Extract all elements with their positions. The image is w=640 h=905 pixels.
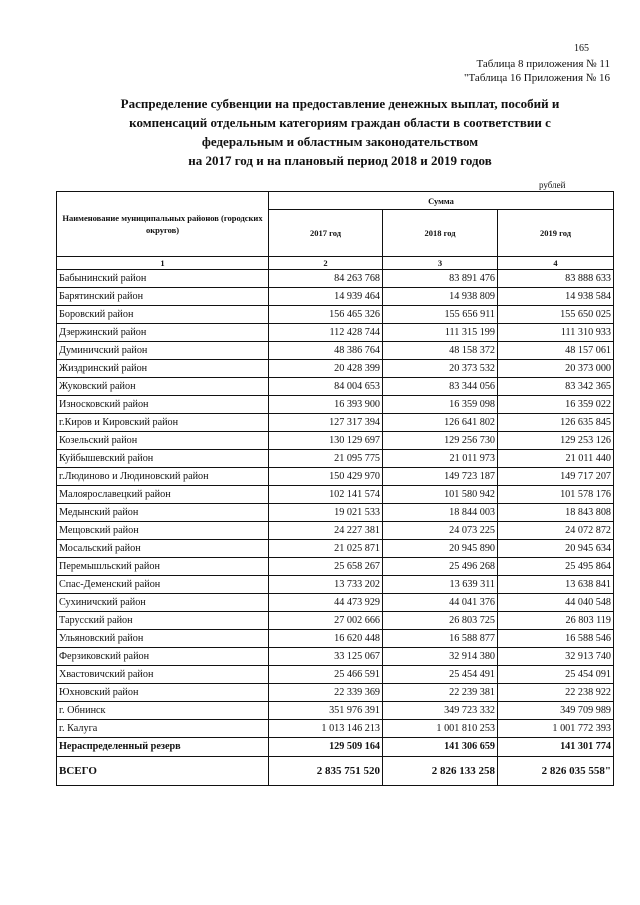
value-2019: 129 253 126 [498, 432, 614, 450]
table-row [57, 630, 614, 648]
value-2017: 19 021 533 [269, 504, 383, 522]
value-2017: 22 339 369 [269, 684, 383, 702]
value-2019: 1 001 772 393 [498, 720, 614, 738]
value-2018: 349 723 332 [383, 702, 498, 720]
column-number: 3 [383, 257, 498, 270]
row-name: Барятинский район [57, 288, 269, 306]
table-row [57, 594, 614, 612]
value-2019: 24 072 872 [498, 522, 614, 540]
value-2018: 18 844 003 [383, 504, 498, 522]
value-2017: 1 013 146 213 [269, 720, 383, 738]
subvention-table [56, 191, 614, 786]
table-row [57, 576, 614, 594]
value-2017: 129 509 164 [269, 738, 383, 757]
value-2019: 25 454 091 [498, 666, 614, 684]
row-name: ВСЕГО [57, 757, 269, 786]
value-2019: 25 495 864 [498, 558, 614, 576]
value-2018: 141 306 659 [383, 738, 498, 757]
row-name: Ульяновский район [57, 630, 269, 648]
header-sum: Сумма [269, 192, 614, 210]
value-2018: 20 373 532 [383, 360, 498, 378]
row-name: Хвастовичский район [57, 666, 269, 684]
title-line: компенсаций отдельным категориям граждан области в соответствии с [129, 115, 551, 130]
value-2018: 25 496 268 [383, 558, 498, 576]
value-2017: 20 428 399 [269, 360, 383, 378]
value-2019: 149 717 207 [498, 468, 614, 486]
value-2019: 16 359 022 [498, 396, 614, 414]
value-2019: 349 709 989 [498, 702, 614, 720]
value-2019: 48 157 061 [498, 342, 614, 360]
value-2017: 112 428 744 [269, 324, 383, 342]
table-row [57, 396, 614, 414]
table-row [57, 720, 614, 738]
table-row [57, 432, 614, 450]
value-2019: 14 938 584 [498, 288, 614, 306]
row-name: Ферзиковский район [57, 648, 269, 666]
table-body [57, 270, 614, 738]
title-line: федеральным и областным законодательством [201, 134, 479, 149]
value-2018: 21 011 973 [383, 450, 498, 468]
row-name: Сухиничский район [57, 594, 269, 612]
table-row [57, 648, 614, 666]
table-row [57, 450, 614, 468]
value-2018: 13 639 311 [383, 576, 498, 594]
document-title [60, 94, 620, 170]
value-2017: 16 620 448 [269, 630, 383, 648]
value-2018: 25 454 491 [383, 666, 498, 684]
table-row [57, 522, 614, 540]
row-name: Козельский район [57, 432, 269, 450]
value-2019: 83 342 365 [498, 378, 614, 396]
value-2017: 13 733 202 [269, 576, 383, 594]
value-2019: 32 913 740 [498, 648, 614, 666]
table-row [57, 702, 614, 720]
value-2018: 155 656 911 [383, 306, 498, 324]
value-2017: 21 095 775 [269, 450, 383, 468]
value-2017: 24 227 381 [269, 522, 383, 540]
page-number: 165 [574, 43, 589, 54]
header-year-2019: 2019 год [498, 210, 614, 257]
row-name: Нераспределенный резерв [57, 738, 269, 757]
value-2017: 48 386 764 [269, 342, 383, 360]
row-name: Куйбышевский район [57, 450, 269, 468]
value-2017: 44 473 929 [269, 594, 383, 612]
table-row [57, 414, 614, 432]
row-name: г. Обнинск [57, 702, 269, 720]
value-2019: 26 803 119 [498, 612, 614, 630]
value-2019: 13 638 841 [498, 576, 614, 594]
reserve-row [57, 738, 614, 757]
value-2019: 111 310 933 [498, 324, 614, 342]
row-name: Мещовский район [57, 522, 269, 540]
value-2017: 102 141 574 [269, 486, 383, 504]
row-name: Малоярославецкий район [57, 486, 269, 504]
row-name: Боровский район [57, 306, 269, 324]
value-2017: 27 002 666 [269, 612, 383, 630]
table-row [57, 558, 614, 576]
unit-label: рублей [539, 180, 566, 190]
value-2019: 83 888 633 [498, 270, 614, 288]
value-2019: 22 238 922 [498, 684, 614, 702]
column-number: 2 [269, 257, 383, 270]
table-row [57, 612, 614, 630]
table-row [57, 270, 614, 288]
row-name: г.Людиново и Людиновский район [57, 468, 269, 486]
row-name: Мосальский район [57, 540, 269, 558]
row-name: Тарусский район [57, 612, 269, 630]
table-row [57, 486, 614, 504]
value-2019: 18 843 808 [498, 504, 614, 522]
value-2018: 14 938 809 [383, 288, 498, 306]
value-2019: 141 301 774 [498, 738, 614, 757]
value-2018: 44 041 376 [383, 594, 498, 612]
row-name: Износковский район [57, 396, 269, 414]
row-name: Жиздринский район [57, 360, 269, 378]
table-row [57, 684, 614, 702]
value-2017: 156 465 326 [269, 306, 383, 324]
value-2018: 83 344 056 [383, 378, 498, 396]
row-name: Думиничский район [57, 342, 269, 360]
row-name: Перемышльский район [57, 558, 269, 576]
table-row [57, 360, 614, 378]
value-2018: 126 641 802 [383, 414, 498, 432]
value-2018: 26 803 725 [383, 612, 498, 630]
value-2019: 2 826 035 558" [498, 757, 614, 786]
value-2017: 150 429 970 [269, 468, 383, 486]
header-year-2018: 2018 год [383, 210, 498, 257]
row-name: Юхновский район [57, 684, 269, 702]
value-2017: 130 129 697 [269, 432, 383, 450]
appendix-reference: Таблица 8 приложения № 11 [476, 58, 610, 70]
value-2018: 101 580 942 [383, 486, 498, 504]
table-row [57, 540, 614, 558]
value-2018: 16 359 098 [383, 396, 498, 414]
column-number: 1 [57, 257, 269, 270]
row-name: г.Киров и Кировский район [57, 414, 269, 432]
value-2019: 20 945 634 [498, 540, 614, 558]
value-2018: 20 945 890 [383, 540, 498, 558]
table-row [57, 504, 614, 522]
header-year-2017: 2017 год [269, 210, 383, 257]
value-2017: 351 976 391 [269, 702, 383, 720]
value-2017: 25 658 267 [269, 558, 383, 576]
value-2019: 16 588 546 [498, 630, 614, 648]
value-2018: 22 239 381 [383, 684, 498, 702]
column-number: 4 [498, 257, 614, 270]
title-line: на 2017 год и на плановый период 2018 и 2019 годов [188, 153, 492, 168]
table-row [57, 666, 614, 684]
value-2017: 14 939 464 [269, 288, 383, 306]
value-2017: 21 025 871 [269, 540, 383, 558]
value-2018: 1 001 810 253 [383, 720, 498, 738]
table-row [57, 288, 614, 306]
value-2018: 48 158 372 [383, 342, 498, 360]
value-2019: 155 650 025 [498, 306, 614, 324]
table-row [57, 306, 614, 324]
value-2017: 25 466 591 [269, 666, 383, 684]
row-name: Медынский район [57, 504, 269, 522]
value-2019: 101 578 176 [498, 486, 614, 504]
value-2019: 21 011 440 [498, 450, 614, 468]
title-line: Распределение субвенции на предоставление денежных выплат, пособий и [120, 96, 560, 111]
value-2018: 24 073 225 [383, 522, 498, 540]
value-2017: 127 317 394 [269, 414, 383, 432]
value-2018: 2 826 133 258 [383, 757, 498, 786]
table-row [57, 342, 614, 360]
value-2019: 20 373 000 [498, 360, 614, 378]
value-2018: 149 723 187 [383, 468, 498, 486]
value-2017: 84 004 653 [269, 378, 383, 396]
row-name: Спас-Деменский район [57, 576, 269, 594]
table-reference: "Таблица 16 Приложения № 16 [464, 72, 610, 84]
row-name: г. Калуга [57, 720, 269, 738]
value-2018: 129 256 730 [383, 432, 498, 450]
value-2018: 16 588 877 [383, 630, 498, 648]
value-2017: 16 393 900 [269, 396, 383, 414]
table-row [57, 468, 614, 486]
value-2019: 44 040 548 [498, 594, 614, 612]
row-name: Жуковский район [57, 378, 269, 396]
value-2018: 111 315 199 [383, 324, 498, 342]
value-2017: 2 835 751 520 [269, 757, 383, 786]
value-2017: 84 263 768 [269, 270, 383, 288]
table-row [57, 378, 614, 396]
value-2017: 33 125 067 [269, 648, 383, 666]
row-name: Бабынинский район [57, 270, 269, 288]
value-2018: 32 914 380 [383, 648, 498, 666]
table-row [57, 324, 614, 342]
header-district: Наименование муниципальных районов (городских округов) [57, 192, 269, 257]
value-2018: 83 891 476 [383, 270, 498, 288]
row-name: Дзержинский район [57, 324, 269, 342]
value-2019: 126 635 845 [498, 414, 614, 432]
total-row [57, 757, 614, 786]
